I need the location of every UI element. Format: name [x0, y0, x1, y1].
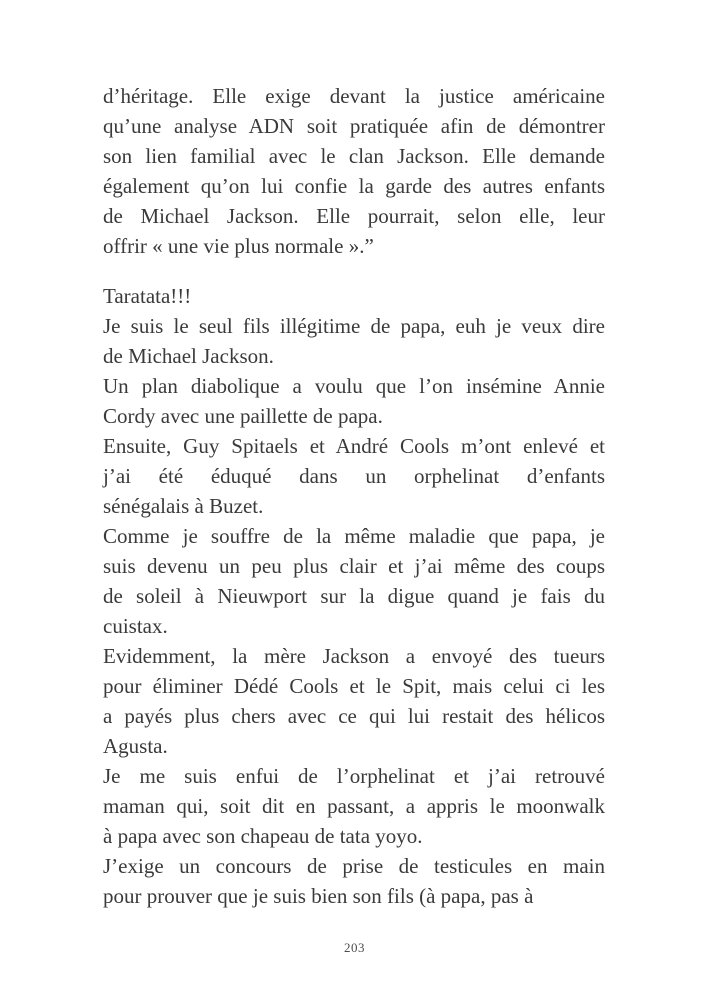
text-line: Je me suis enfui de l’orphelinat et j’ai retrouvé [103, 764, 605, 788]
page-text-block [103, 81, 605, 911]
text-line: Cordy avec une paillette de papa. [103, 404, 383, 428]
text-line: pour éliminer Dédé Cools et le Spit, mais celui ci les [103, 674, 605, 698]
paragraph [103, 81, 605, 261]
text-line: J’exige un concours de prise de testicules en main [103, 854, 605, 878]
text-line: de soleil à Nieuwport sur la digue quand je fais du [103, 584, 605, 608]
paragraph [103, 851, 605, 911]
text-line: maman qui, soit dit en passant, a appris le moonwalk [103, 794, 605, 818]
text-line: Un plan diabolique a voulu que l’on insémine Annie [103, 374, 605, 398]
page-number: 203 [344, 940, 365, 955]
text-line: Comme je souffre de la même maladie que papa, je [103, 524, 605, 548]
text-line: Ensuite, Guy Spitaels et André Cools m’ont enlevé et [103, 434, 605, 458]
text-line: a payés plus chers avec ce qui lui restait des hélicos [103, 704, 605, 728]
text-line: suis devenu un peu plus clair et j’ai même des coups [103, 554, 605, 578]
text-line: cuistax. [103, 614, 168, 638]
paragraph [103, 641, 605, 761]
paragraph [103, 521, 605, 641]
text-line: offrir « une vie plus normale ».” [103, 234, 374, 258]
text-line: qu’une analyse ADN soit pratiquée afin de démontrer [103, 114, 605, 138]
text-line: Je suis le seul fils illégitime de papa, euh je veux dire [103, 314, 605, 338]
text-line: Taratata!!! [103, 284, 192, 308]
paragraph [103, 311, 605, 371]
paragraph [103, 281, 605, 311]
text-line: pour prouver que je suis bien son fils (à papa, pas à [103, 884, 534, 908]
text-line: de Michael Jackson. Elle pourrait, selon elle, leur [103, 204, 605, 228]
text-line: Evidemment, la mère Jackson a envoyé des tueurs [103, 644, 605, 668]
text-line: son lien familial avec le clan Jackson. Elle demande [103, 144, 605, 168]
text-line: également qu’on lui confie la garde des autres enfants [103, 174, 605, 198]
text-line: d’héritage. Elle exige devant la justice américaine [103, 84, 605, 108]
paragraph [103, 371, 605, 431]
text-line: à papa avec son chapeau de tata yoyo. [103, 824, 423, 848]
paragraph [103, 761, 605, 851]
text-line: j’ai été éduqué dans un orphelinat d’enfants [103, 464, 605, 488]
paragraph [103, 431, 605, 521]
text-line: Agusta. [103, 734, 168, 758]
text-line: sénégalais à Buzet. [103, 494, 264, 518]
text-line: de Michael Jackson. [103, 344, 274, 368]
